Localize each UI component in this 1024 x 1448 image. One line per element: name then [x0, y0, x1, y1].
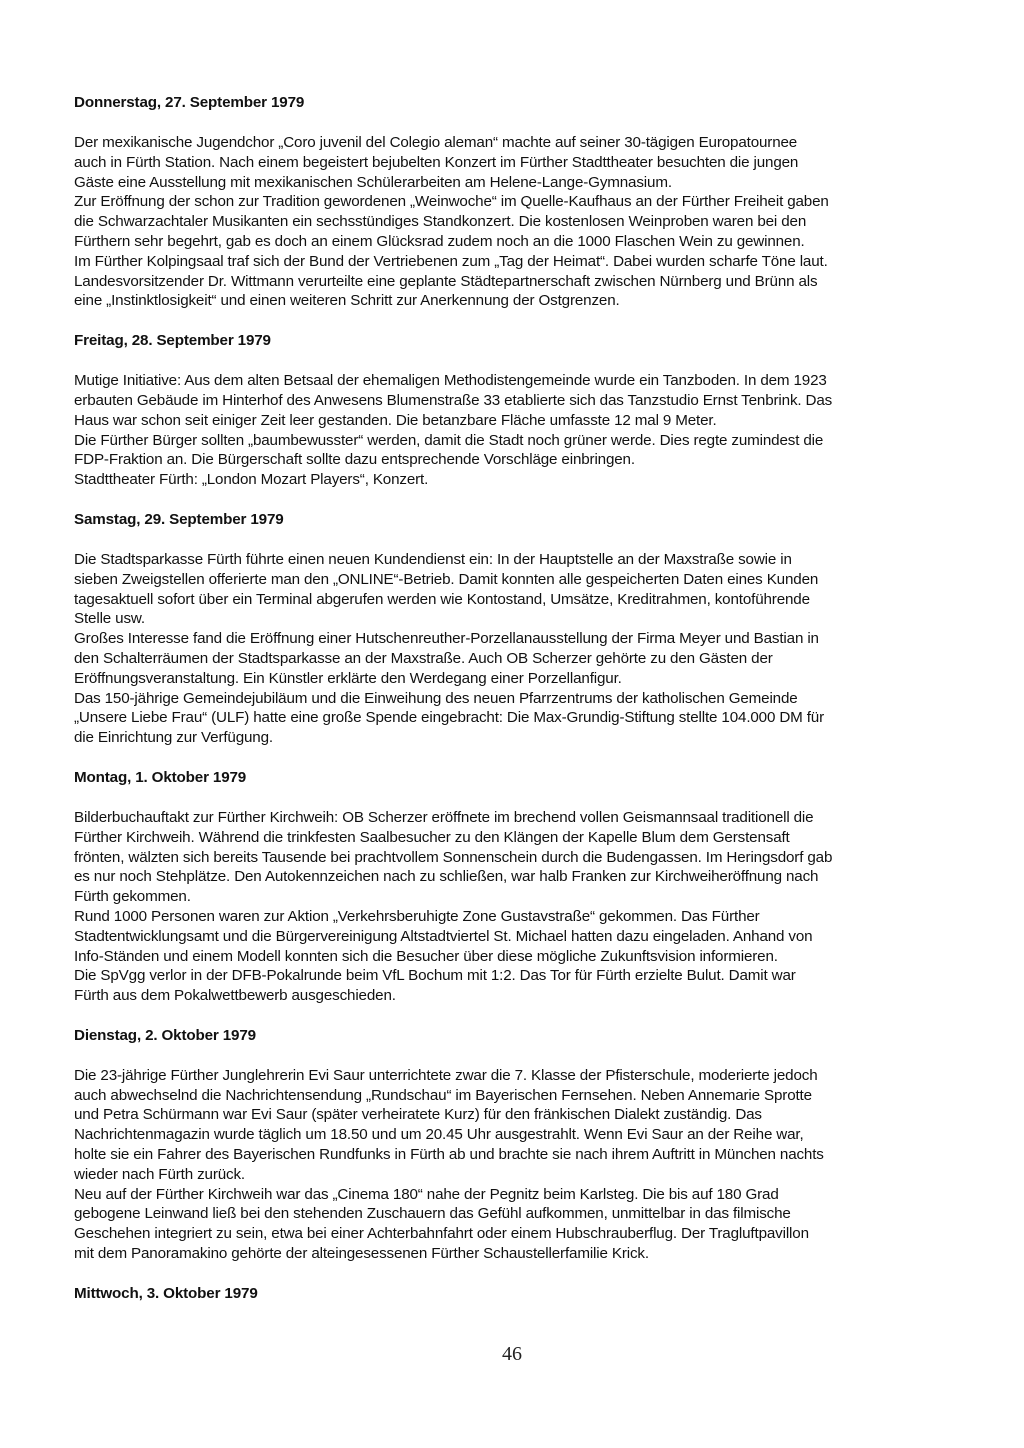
entry-spacer: [74, 311, 974, 331]
entry-spacer: [74, 1006, 974, 1026]
entry-paragraph: [74, 192, 974, 251]
entry-paragraph: [74, 1066, 974, 1185]
chronicle-entry: [74, 1284, 974, 1304]
text-line: Zur Eröffnung der schon zur Tradition gewordenen „Weinwoche“ im Quelle-Kaufhaus an der Fürther Freiheit gaben: [74, 193, 829, 211]
text-line: Fürth gekommen.: [74, 888, 191, 906]
chronicle-entry: [74, 93, 974, 331]
entry-paragraph: [74, 470, 974, 490]
entry-date-heading: Donnerstag, 27. September 1979: [74, 94, 305, 111]
document-page: [74, 93, 974, 1324]
text-line: Fürther Kirchweih. Während die trinkfesten Saalbesucher zu den Klängen der Kapelle Blum dem Gerstensaft: [74, 828, 790, 846]
text-line: Im Fürther Kolpingsaal traf sich der Bund der Vertriebenen zum „Tag der Heimat“. Dabei wurden scharfe Töne laut.: [74, 252, 828, 270]
text-line: wieder nach Fürth zurück.: [74, 1165, 245, 1183]
entry-spacer: [74, 1264, 974, 1284]
entry-paragraph: [74, 629, 974, 688]
text-line: Stadtentwicklungsamt und die Bürgervereinigung Altstadtviertel St. Michael hatten dazu eingeladen. Anhand von: [74, 927, 813, 945]
chronicle-entry: [74, 510, 974, 768]
text-line: Der mexikanische Jugendchor „Coro juvenil del Colegio aleman“ machte auf seiner 30-tägigen Europatournee: [74, 134, 798, 151]
text-line: Geschehen integriert zu sein, etwa bei einer Achterbahnfahrt oder einem Hubschrauberflug. Der Tragluftpavillon: [74, 1225, 809, 1243]
entry-paragraph: [74, 133, 974, 192]
entry-paragraph: [74, 808, 974, 907]
text-line: „Unsere Liebe Frau“ (ULF) hatte eine große Spende eingebracht: Die Max-Grundig-Stiftung stellte 104.000 DM für: [74, 709, 825, 727]
entry-date-heading: Montag, 1. Oktober 1979: [74, 768, 247, 786]
text-line: Info-Ständen und einem Modell konnten sich die Besucher über diese mögliche Zukunftsvision informieren.: [74, 947, 778, 965]
text-line: Rund 1000 Personen waren zur Aktion „Verkehrsberuhigte Zone Gustavstraße“ gekommen. Das Fürther: [74, 907, 760, 925]
entry-date-heading: Freitag, 28. September 1979: [74, 332, 271, 350]
entry-date-heading: Samstag, 29. September 1979: [74, 510, 284, 528]
text-line: Die Stadtsparkasse Fürth führte einen neuen Kundendienst ein: In der Hauptstelle an der Maxstraße sowie in: [74, 550, 792, 568]
text-line: es nur noch Stehplätze. Den Autokennzeichen nach zu schließen, war halb Franken zur Kirchweiheröffnung nach: [74, 868, 819, 886]
entry-spacer: [74, 748, 974, 768]
text-line: Landesvorsitzender Dr. Wittmann verurteilte eine geplante Städtepartnerschaft zwischen Nürnberg und Brünn als: [74, 272, 818, 290]
text-line: den Schalterräumen der Stadtsparkasse an der Maxstraße. Auch OB Scherzer gehörte zu den Gästen der: [74, 649, 773, 667]
entry-paragraph: [74, 550, 974, 629]
text-line: auch in Fürth Station. Nach einem begeistert bejubelten Konzert im Fürther Stadttheater besuchten die jungen: [74, 153, 799, 171]
text-line: Eröffnungsveranstaltung. Ein Künstler erklärte den Werdegang einer Porzellanfigur.: [74, 669, 622, 687]
page-number: 46: [502, 1343, 522, 1365]
text-line: und Petra Schürmann war Evi Saur (später verheiratete Kurz) für den fränkischen Dialekt zuständig. Das: [74, 1106, 762, 1124]
chronicle-entry: [74, 1026, 974, 1284]
text-line: Haus war schon seit einiger Zeit leer gestanden. Die betanzbare Fläche umfasste 12 mal 9 Meter.: [74, 411, 717, 429]
entry-paragraph: [74, 431, 974, 471]
text-line: die Einrichtung zur Verfügung.: [74, 729, 273, 747]
entry-paragraph: [74, 907, 974, 966]
text-line: Neu auf der Fürther Kirchweih war das „Cinema 180“ nahe der Pegnitz beim Karlsteg. Die bis auf 180 Grad: [74, 1185, 779, 1203]
entry-spacer: [74, 490, 974, 510]
text-line: sieben Zweigstellen offerierte man den „ONLINE“-Betrieb. Damit konnten alle gespeicherten Daten eines Kunden: [74, 570, 819, 588]
text-line: Bilderbuchauftakt zur Fürther Kirchweih: OB Scherzer eröffnete im brechend vollen Geismannsaal traditionell die: [74, 808, 814, 826]
entry-paragraph: [74, 1185, 974, 1264]
text-line: frönten, wälzten sich bereits Tausende bei prachtvollem Sonnenschein durch die Budengassen. Im Heringsdorf gab: [74, 848, 833, 866]
text-line: Die Fürther Bürger sollten „baumbewusster“ werden, damit die Stadt noch grüner werde. Dies regte zumindest die: [74, 431, 824, 449]
entry-date-heading: Dienstag, 2. Oktober 1979: [74, 1026, 256, 1044]
chronicle-entry: [74, 331, 974, 510]
entry-paragraph: [74, 689, 974, 748]
text-line: holte sie ein Fahrer des Bayerischen Rundfunks in Fürth ab und brachte sie nach ihrem Auftritt in München nachts: [74, 1146, 824, 1164]
text-line: Das 150-jährige Gemeindejubiläum und die Einweihung des neuen Pfarrzentrums der katholischen Gemeinde: [74, 689, 798, 707]
text-line: Stadttheater Fürth: „London Mozart Players“, Konzert.: [74, 471, 429, 489]
text-line: FDP-Fraktion an. Die Bürgerschaft sollte dazu entsprechende Vorschläge einbringen.: [74, 451, 635, 469]
entry-paragraph: [74, 252, 974, 311]
text-line: Großes Interesse fand die Eröffnung einer Hutschenreuther-Porzellanausstellung der Firma Meyer und Bastian in: [74, 630, 819, 648]
text-line: Gäste eine Ausstellung mit mexikanischen Schülerarbeiten am Helene-Lange-Gymnasium.: [74, 173, 672, 191]
entry-paragraph: [74, 966, 974, 1006]
text-line: Die SpVgg verlor in der DFB-Pokalrunde beim VfL Bochum mit 1:2. Das Tor für Fürth erzielte Bulut. Damit war: [74, 967, 796, 985]
chronicle-entry: [74, 768, 974, 1026]
entry-paragraph: [74, 371, 974, 430]
text-line: Mutige Initiative: Aus dem alten Betsaal der ehemaligen Methodistengemeinde wurde ein Tanzboden. In dem 1923: [74, 372, 827, 390]
entry-date-heading: Mittwoch, 3. Oktober 1979: [74, 1284, 258, 1302]
text-line: Nachrichtenmagazin wurde täglich um 18.50 und um 20.45 Uhr ausgestrahlt. Wenn Evi Saur an der Reihe war,: [74, 1126, 804, 1144]
text-line: erbauten Gebäude im Hinterhof des Anwesens Blumenstraße 33 etablierte sich das Tanzstudio Ernst Tenbrink. Das: [74, 391, 833, 409]
text-line: Fürthern sehr begehrt, gab es doch an einem Glücksrad zudem noch an die 1000 Flaschen Wein zu gewinnen.: [74, 232, 805, 250]
text-line: Die 23-jährige Fürther Junglehrerin Evi Saur unterrichtete zwar die 7. Klasse der Pfisterschule, moderierte jedoch: [74, 1066, 818, 1084]
text-line: Fürth aus dem Pokalwettbewerb ausgeschieden.: [74, 987, 396, 1005]
text-line: eine „Instinktlosigkeit“ und einen weiteren Schritt zur Anerkennung der Ostgrenzen.: [74, 292, 620, 310]
text-line: tagesaktuell sofort über ein Terminal abgerufen werden wie Kontostand, Umsätze, Kreditrahmen, kontoführende: [74, 590, 810, 608]
text-line: mit dem Panoramakino gehörte der alteingesessenen Fürther Schaustellerfamilie Krick.: [74, 1245, 649, 1263]
text-line: gebogene Leinwand ließ bei den stehenden Zuschauern das Gefühl aufkommen, unmittelbar in das filmische: [74, 1205, 791, 1223]
text-line: Stelle usw.: [74, 610, 145, 628]
text-line: auch abwechselnd die Nachrichtensendung „Rundschau“ im Bayerischen Fernsehen. Neben Annemarie Sprotte: [74, 1086, 812, 1104]
text-line: die Schwarzachtaler Musikanten ein sechsstündiges Standkonzert. Die kostenlosen Weinproben waren bei den: [74, 213, 807, 231]
